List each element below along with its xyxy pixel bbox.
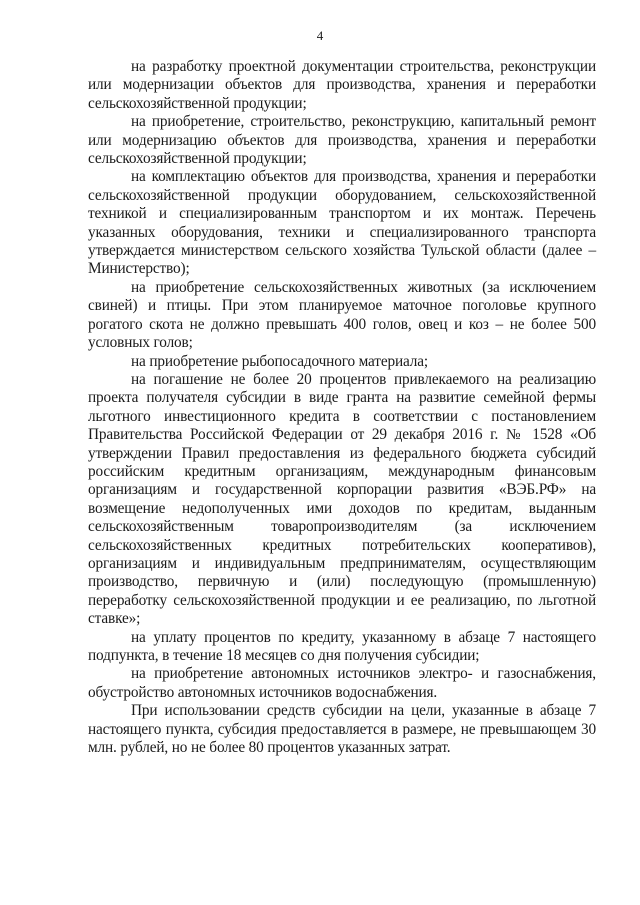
paragraph-acquisition-construction: на приобретение, строительство, реконструкцию, капитальный ремонт или модернизацию объектов для производства, хранения и переработки сельскохозяйственной продукции; — [88, 113, 596, 168]
paragraph-livestock: на приобретение сельскохозяйственных животных (за исключением свиней) и птицы. При этом планируемое маточное поголовье крупного рогатого скота не должно превышать 400 голов, овец и коз – не более 500 условных голов; — [88, 278, 596, 352]
paragraph-design-documentation: на разработку проектной документации строительства, реконструкции или модернизации объектов для производства, хранения и переработки сельскохозяйственной продукции; — [88, 58, 596, 112]
page-number: 4 — [316, 28, 324, 43]
paragraph-interest-payment: на уплату процентов по кредиту, указанному в абзаце 7 настоящего подпункта, в течение 18 месяцев со дня получения субсидии; — [88, 628, 596, 664]
paragraph-subsidy-limit: При использовании средств субсидии на цели, указанные в абзаце 7 настоящего пункта, субсидия предоставляется в размере, не превышающем 30 млн. рублей, но не более 80 процентов указанных затрат. — [88, 702, 596, 757]
document-body — [88, 58, 596, 757]
paragraph-loan-repayment: на погашение не более 20 процентов привлекаемого на реализацию проекта получателя субсидии в виде гранта на развитие семейной фермы льготного инвестиционного кредита в соответствии с постановлением Правительства Российской Федерации от 29 декабря 2016 г. № 1528 «Об утверждении Правил предоставления из федерального бюджета субсидий российским кредитным организациям, международным финансовым организациям и государственной корпорации развития «ВЭБ.РФ» на возмещение недополученных ими доходов по кредитам, выданным сельскохозяйственным товаропроизводителям (за исключением сельскохозяйственных кредитных потребительских кооперативов), организациям и индивидуальным предпринимателям, осуществляющим производство, первичную и (или) последующую (промышленную) переработку сельскохозяйственной продукции и ее реализацию, по льготной ставке»; — [88, 370, 596, 628]
paragraph-equipment: на комплектацию объектов для производства, хранения и переработки сельскохозяйственной продукции оборудованием, сельскохозяйственной техникой и специализированным транспортом и их монтаж. Перечень указанных оборудования, техники и специализированного транспорта утверждается министерством сельского хозяйства Тульской области (далее – Министерство); — [88, 168, 596, 278]
paragraph-autonomous-sources: на приобретение автономных источников электро- и газоснабжения, обустройство автономных источников водоснабжения. — [88, 665, 596, 701]
paragraph-fish-stock: на приобретение рыбопосадочного материала; — [131, 352, 428, 370]
